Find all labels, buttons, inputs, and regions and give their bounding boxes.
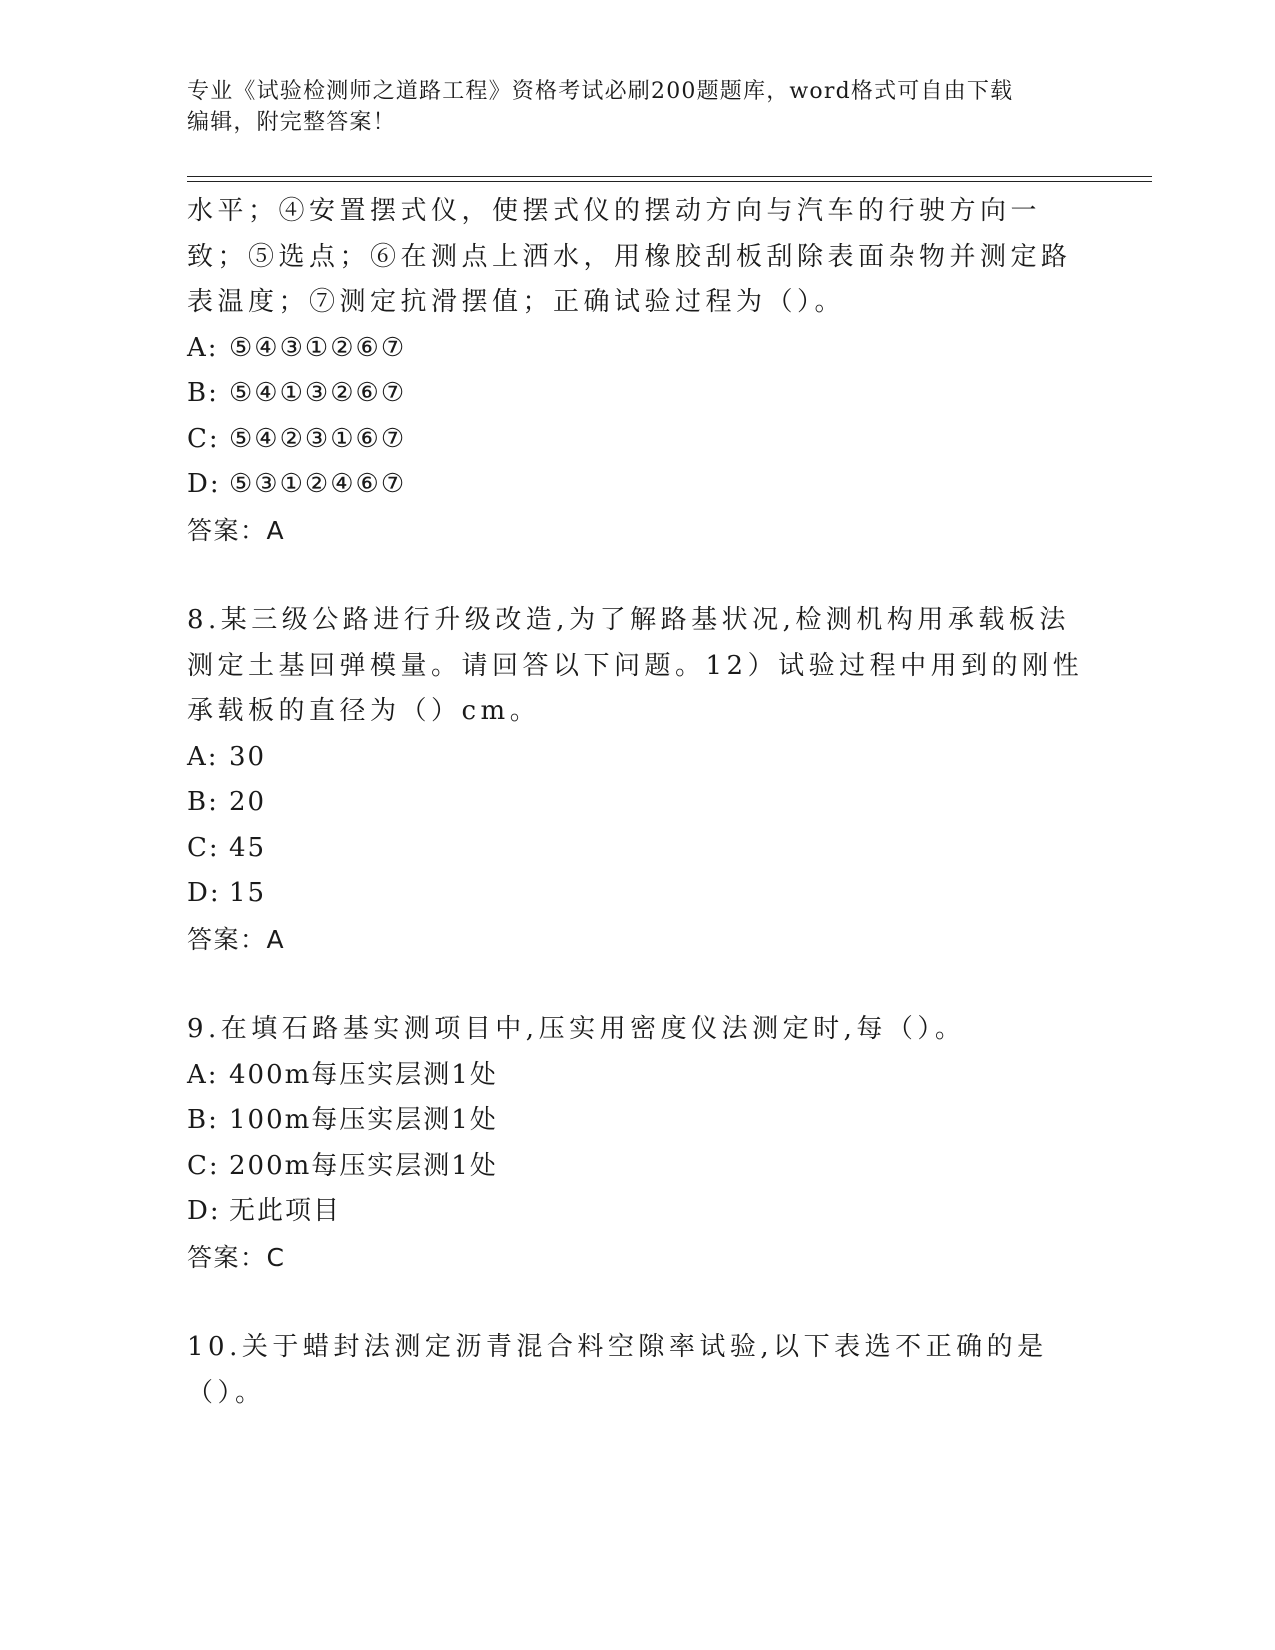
- header-divider-top: [187, 176, 1152, 177]
- option-key: D:: [187, 1196, 221, 1226]
- option-text: 100m每压实层测1处: [229, 1105, 498, 1135]
- option-text: ⑤④③①②⑥⑦: [229, 332, 407, 363]
- question-9-stem: 9.在填石路基实测项目中,压实用密度仪法测定时,每（）。: [187, 1014, 966, 1044]
- option-key: A:: [187, 332, 219, 363]
- header-divider-bottom: [187, 181, 1152, 182]
- option-key: C:: [187, 423, 220, 454]
- spacer: [187, 553, 1087, 598]
- option-key: D:: [187, 878, 221, 908]
- question-10: [187, 1325, 1087, 1416]
- option-key: C:: [187, 832, 220, 863]
- question-7-option-c: [187, 417, 1087, 463]
- option-key: C:: [187, 1150, 220, 1181]
- question-8-option-d: [187, 871, 1087, 917]
- spacer: [187, 1280, 1087, 1325]
- option-text: 30: [229, 741, 267, 772]
- question-8-option-b: [187, 780, 1087, 826]
- question-7: [187, 189, 1087, 553]
- question-7-stem: 水平；④安置摆式仪，使摆式仪的摆动方向与汽车的行驶方向一致；⑤选点；⑥在测点上洒水，用橡胶刮板刮除表面杂物并测定路表温度；⑦测定抗滑摆值；正确试验过程为（）。: [187, 196, 1072, 317]
- question-7-answer: 答案：A: [187, 515, 286, 545]
- question-10-stem: 10.关于蜡封法测定沥青混合料空隙率试验,以下表选不正确的是（）。: [187, 1332, 1048, 1408]
- option-key: B:: [187, 378, 219, 408]
- question-7-option-b: [187, 371, 1087, 417]
- option-text: 45: [229, 832, 267, 863]
- spacer: [187, 962, 1087, 1007]
- option-key: A:: [187, 1059, 219, 1090]
- question-9-answer: 答案：C: [187, 1242, 286, 1272]
- question-9-option-d: [187, 1189, 1087, 1235]
- document-header: 专业《试验检测师之道路工程》资格考试必刷200题题库，word格式可自由下载 编辑，附完整答案！: [187, 79, 1014, 135]
- question-7-option-a: [187, 326, 1087, 372]
- question-list: [187, 189, 1087, 1416]
- option-text: ⑤④①③②⑥⑦: [229, 378, 407, 408]
- question-8-option-c: [187, 826, 1087, 872]
- option-text: 400m每压实层测1处: [229, 1059, 498, 1090]
- option-text: 200m每压实层测1处: [229, 1150, 498, 1181]
- question-9-option-a: [187, 1053, 1087, 1099]
- option-text: 20: [229, 787, 267, 817]
- question-8-option-a: [187, 735, 1087, 781]
- question-8-stem: 8.某三级公路进行升级改造,为了解路基状况,检测机构用承载板法测定土基回弹模量。请回答以下问题。12）试验过程中用到的刚性承载板的直径为（）cm。: [187, 605, 1084, 726]
- option-text: 无此项目: [229, 1196, 342, 1226]
- question-8: [187, 598, 1087, 962]
- question-9-option-c: [187, 1144, 1087, 1190]
- question-9-option-b: [187, 1098, 1087, 1144]
- question-7-option-d: [187, 462, 1087, 508]
- question-8-answer: 答案：A: [187, 924, 286, 954]
- option-key: B:: [187, 1105, 219, 1135]
- option-key: B:: [187, 787, 219, 817]
- option-key: A:: [187, 741, 219, 772]
- option-key: D:: [187, 469, 221, 499]
- question-9: [187, 1007, 1087, 1280]
- option-text: ⑤④②③①⑥⑦: [229, 423, 407, 454]
- option-text: 15: [229, 878, 267, 908]
- option-text: ⑤③①②④⑥⑦: [229, 469, 407, 499]
